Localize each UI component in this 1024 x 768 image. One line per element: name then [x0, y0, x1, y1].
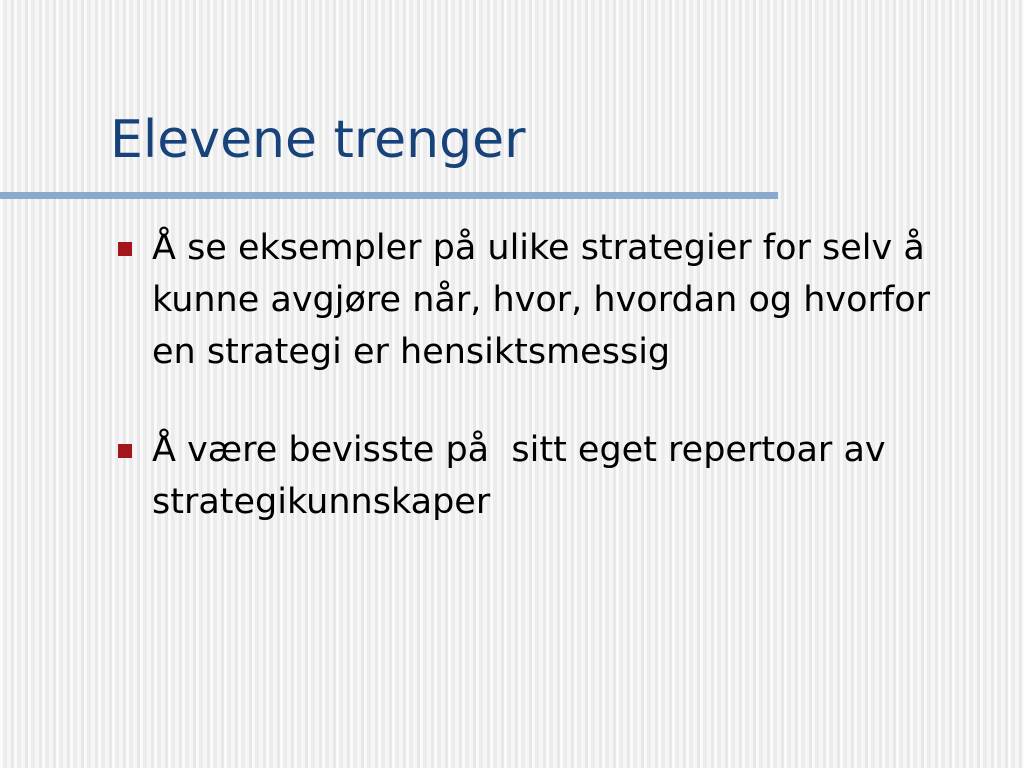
bullet-list [112, 222, 972, 528]
bullet-text: Å være bevisste på sitt eget repertoar av strategikunnskaper [152, 430, 897, 522]
title-underline-rule [0, 192, 778, 199]
slide-title: Elevene trenger [110, 110, 526, 170]
square-bullet-icon [118, 242, 132, 256]
bullet-text: Å se eksempler på ulike strategier for selv å kunne avgjøre når, hvor, hvordan og hvorfor en strategi er hensiktsmessig [152, 228, 942, 372]
square-bullet-icon [118, 444, 132, 458]
bullet-item [112, 424, 972, 528]
bullet-item [112, 222, 972, 378]
